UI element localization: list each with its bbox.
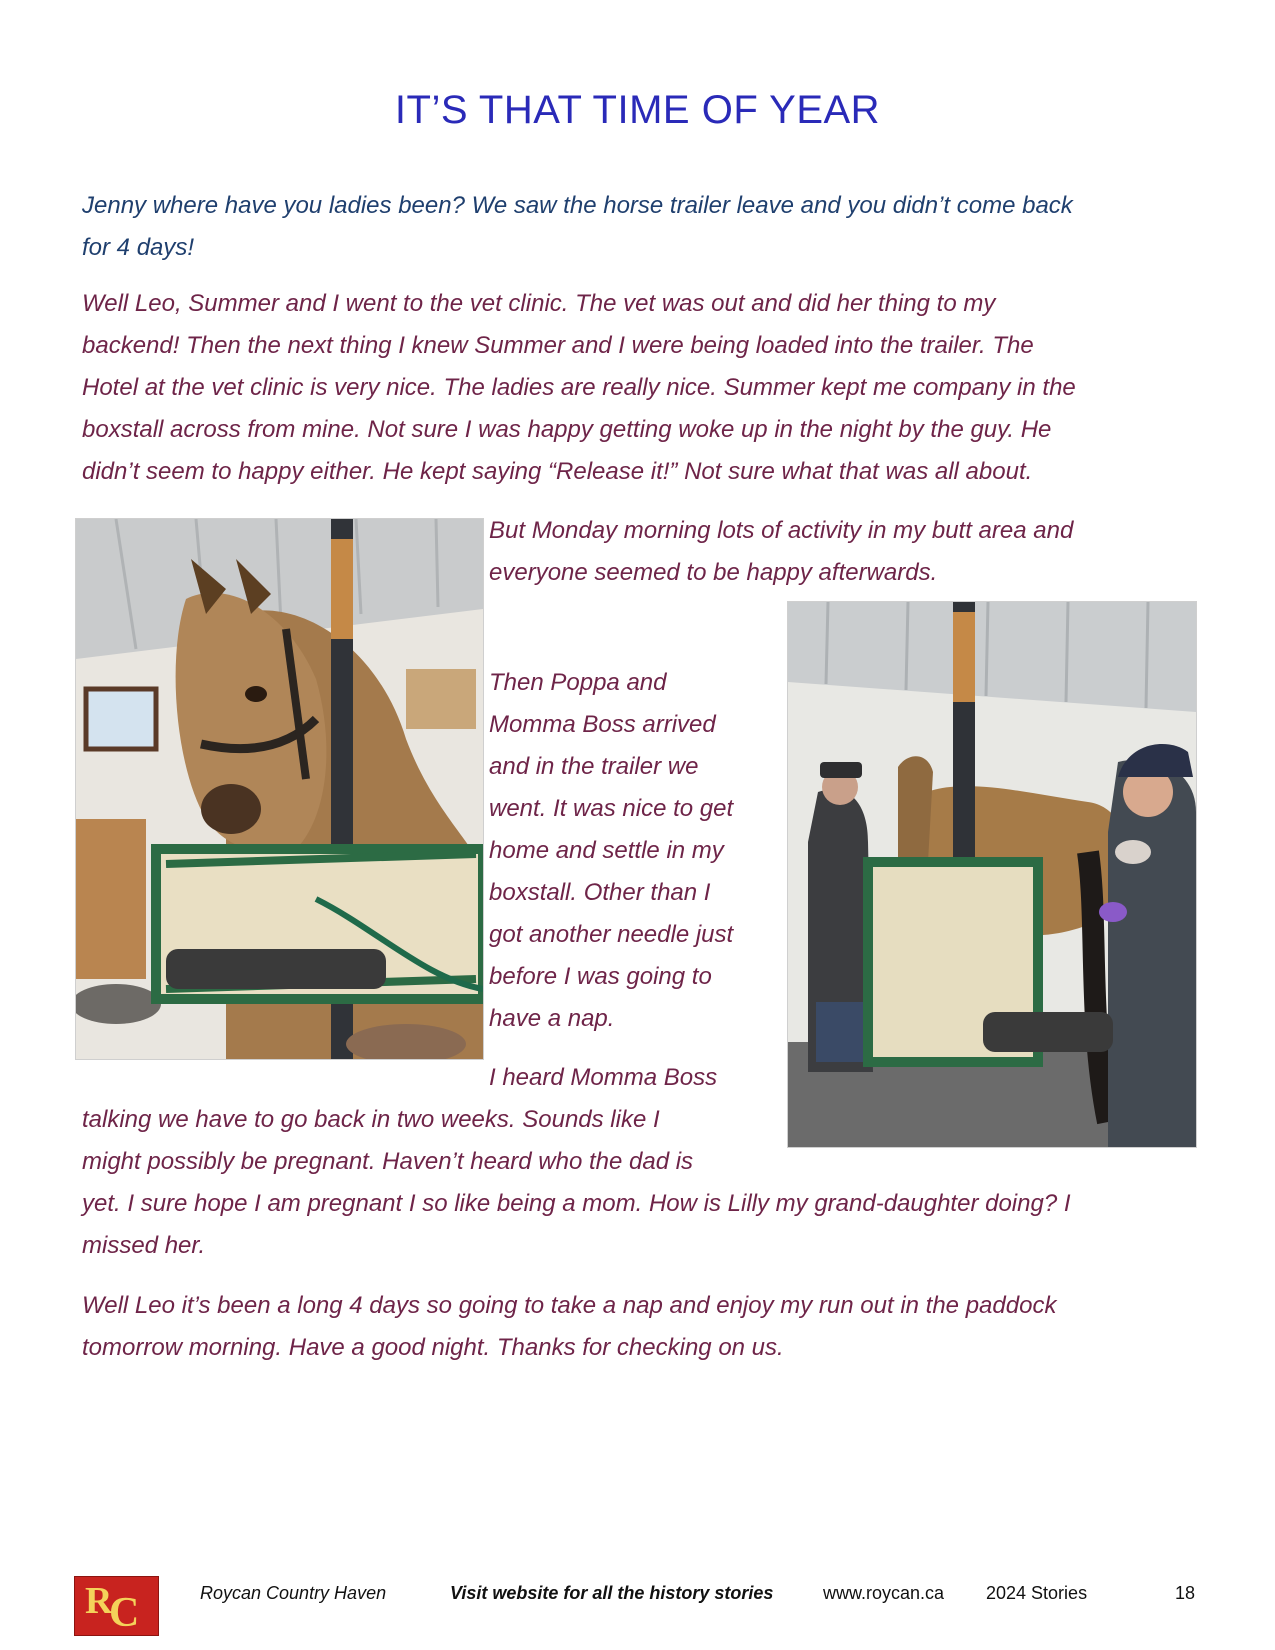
story-paragraph-3 [489, 662, 733, 1040]
text-line: might possibly be pregnant. Haven’t heard who the dad is [82, 1148, 694, 1175]
text-line: went. It was nice to get [489, 795, 734, 822]
text-line: yet. I sure hope I am pregnant I so like being a mom. How is Lilly my grand-daughter doing? I [82, 1190, 1071, 1217]
story-paragraph-5 [82, 1285, 1056, 1369]
question-paragraph [82, 185, 1073, 269]
text-line: tomorrow morning. Have a good night. Thanks for checking on us. [82, 1334, 784, 1361]
text-line: boxstall across from mine. Not sure I was happy getting woke up in the night by the guy. He [82, 416, 1052, 443]
story-paragraph-2 [489, 510, 1073, 594]
text-line: Momma Boss arrived [489, 711, 716, 738]
text-line: before I was going to [489, 963, 712, 990]
text-line: didn’t seem to happy either. He kept saying “Release it!” Not sure what that was all about. [82, 458, 1033, 485]
text-line: have a nap. [489, 1005, 615, 1032]
footer-collection: 2024 Stories [986, 1583, 1088, 1603]
text-line: But Monday morning lots of activity in my butt area and [489, 517, 1074, 544]
footer-website-link[interactable]: www.roycan.ca [823, 1583, 945, 1603]
page-title: IT’S THAT TIME OF YEAR [394, 88, 881, 132]
text-line: and in the trailer we [489, 753, 699, 780]
text-line: everyone seemed to be happy afterwards. [489, 559, 938, 586]
vet-photo-right [787, 601, 1197, 1148]
text-line: Well Leo it’s been a long 4 days so going to take a nap and enjoy my run out in the paddock [82, 1292, 1057, 1319]
text-line: Jenny where have you ladies been? We saw the horse trailer leave and you didn’t come back [82, 192, 1073, 219]
text-line: talking we have to go back in two weeks. Sounds like I [82, 1106, 660, 1133]
story-paragraph-4 [82, 1099, 1071, 1267]
text-line: missed her. [82, 1232, 206, 1259]
footer-org: Roycan Country Haven [200, 1583, 387, 1603]
text-line: for 4 days! [82, 234, 195, 261]
rc-logo-icon: R C [74, 1576, 159, 1636]
text-line: I heard Momma Boss [489, 1064, 718, 1091]
text-line: Then Poppa and [489, 669, 667, 696]
text-line: home and settle in my [489, 837, 724, 864]
story-paragraph-1 [82, 283, 1076, 493]
text-line: boxstall. Other than I [489, 879, 711, 906]
text-line: Well Leo, Summer and I went to the vet clinic. The vet was out and did her thing to my [82, 290, 996, 317]
page-number: 18 [1175, 1583, 1196, 1603]
text-line: got another needle just [489, 921, 734, 948]
horse-photo-left [75, 518, 484, 1060]
footer-visit-note: Visit website for all the history stories [450, 1583, 774, 1603]
text-line: backend! Then the next thing I knew Summer and I were being loaded into the trailer. The [82, 332, 1034, 359]
text-line: Hotel at the vet clinic is very nice. The ladies are really nice. Summer kept me company in the [82, 374, 1076, 401]
